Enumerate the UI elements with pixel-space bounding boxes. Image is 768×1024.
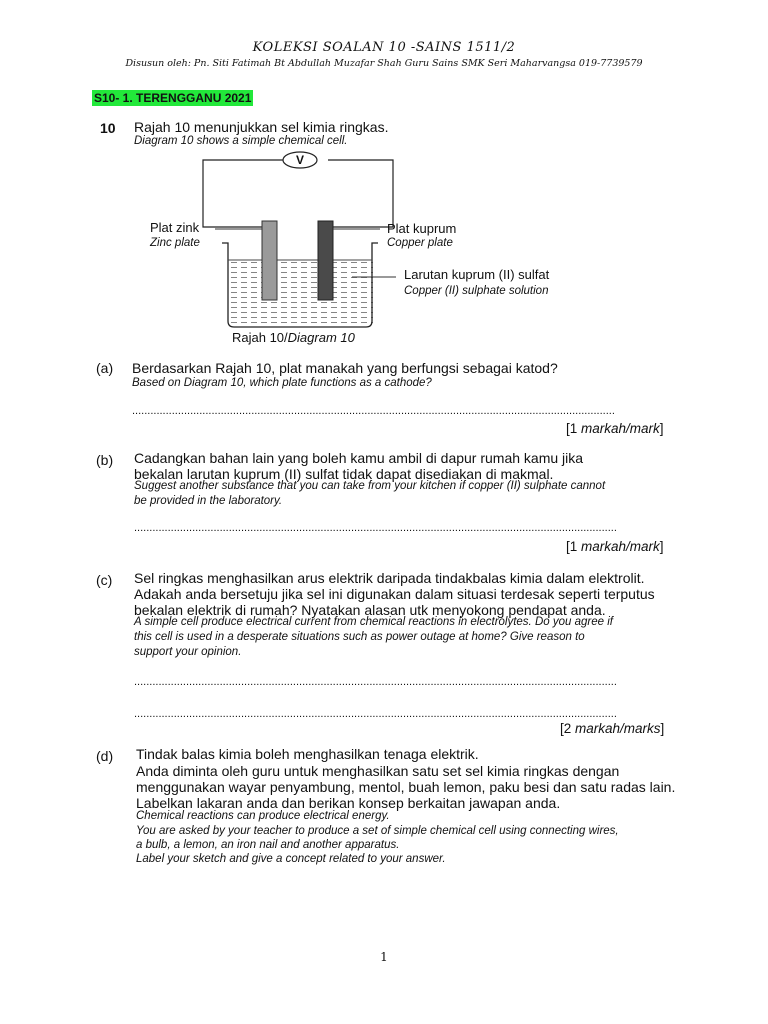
part-a-label: (a) <box>96 360 114 376</box>
part-b-ms-1: Cadangkan bahan lain yang boleh kamu ambil di dapur rumah kamu jika <box>134 450 584 466</box>
intro-ms: Rajah 10 menunjukkan sel kimia ringkas. <box>134 119 389 135</box>
part-c-marks: [2 markah/marks] <box>560 721 665 736</box>
part-d-ms-1: Tindak balas kimia boleh menghasilkan tenaga elektrik. <box>136 746 479 762</box>
page-number: 1 <box>380 950 388 964</box>
part-c-ms-1: Sel ringkas menghasilkan arus elektrik daripada tindakbalas kimia dalam elektrolit. <box>134 570 645 586</box>
electrolyte-solution <box>228 260 373 325</box>
zinc-plate <box>262 221 277 300</box>
wire-circuit <box>203 160 393 227</box>
part-c-ms-3: bekalan elektrik di rumah? Nyatakan alasan utk menyokong pendapat anda. <box>134 602 606 618</box>
part-b-ms-2: bekalan larutan kuprum (II) sulfat tidak dapat disediakan di makmal. <box>134 466 554 482</box>
collection-title: KOLEKSI SOALAN 10 -SAINS 1511/2 <box>252 40 516 55</box>
part-a-en: Based on Diagram 10, which plate functions as a cathode? <box>132 377 432 389</box>
part-d-ms-4: Labelkan lakaran anda dan berikan konsep berkaitan jawapan anda. <box>136 795 561 811</box>
part-d-ms-2: Anda diminta oleh guru untuk menghasilkan satu set sel kimia ringkas dengan <box>136 763 620 779</box>
author-line: Disusun oleh: Pn. Siti Fatimah Bt Abdullah Muzafar Shah Guru Sains SMK Seri Maharvangsa 019-7739579 <box>125 58 643 69</box>
part-b-en-1: Suggest another substance that you can take from your kitchen if copper (II) sulphate cannot <box>134 480 606 492</box>
part-a-ms: Berdasarkan Rajah 10, plat manakah yang berfungsi sebagai katod? <box>132 360 558 376</box>
caption-en: Diagram 10 <box>287 330 355 345</box>
part-d-en-2: You are asked by your teacher to produce a set of simple chemical cell using connecting wires, <box>136 825 619 837</box>
part-b-en-2: be provided in the laboratory. <box>134 495 283 507</box>
answer-line-a[interactable]: .............................................................................................................................................................. <box>132 405 615 417</box>
zinc-label-en: Zinc plate <box>150 237 200 249</box>
copper-label-ms: Plat kuprum <box>387 221 457 236</box>
copper-label-en: Copper plate <box>387 237 453 249</box>
part-c-en-3: support your opinion. <box>134 646 242 658</box>
part-b-marks: [1 markah/mark] <box>566 539 664 554</box>
diagram-caption <box>232 330 355 345</box>
part-a-marks: [1 markah/mark] <box>566 421 664 436</box>
part-d-en-3: a bulb, a lemon, an iron nail and another apparatus. <box>136 839 400 851</box>
part-c-label: (c) <box>96 572 113 588</box>
answer-line-b[interactable]: .............................................................................................................................................................. <box>134 522 617 534</box>
part-c-ms-2: Adakah anda bersetuju jika sel ini digunakan dalam situasi terdesak seperti terputus <box>134 586 655 602</box>
question-number: 10 <box>100 120 116 136</box>
intro-en: Diagram 10 shows a simple chemical cell. <box>134 135 348 147</box>
voltmeter-label: V <box>295 153 304 167</box>
solution-label-ms: Larutan kuprum (II) sulfat <box>404 267 550 282</box>
part-d-en-1: Chemical reactions can produce electrical energy. <box>136 810 390 822</box>
caption-ms: Rajah 10/ <box>232 330 288 345</box>
copper-plate <box>318 221 333 300</box>
part-b-label: (b) <box>96 452 114 468</box>
part-c-en-2: this cell is used in a desperate situations such as power outage at home? Give reason to <box>134 631 585 643</box>
section-tag: S10- 1. TERENGGANU 2021 <box>94 91 252 105</box>
chemical-cell-diagram <box>140 145 580 355</box>
answer-line-c-1[interactable]: .............................................................................................................................................................. <box>134 676 617 688</box>
part-d-ms-3: menggunakan wayar penyambung, mentol, buah lemon, paku besi dan satu radas lain. <box>136 779 676 795</box>
part-d-en-4: Label your sketch and give a concept related to your answer. <box>136 853 446 865</box>
part-c-en-1: A simple cell produce electrical current from chemical reactions in electrolytes. Do you agree if <box>134 616 613 628</box>
solution-label-en: Copper (II) sulphate solution <box>404 285 549 297</box>
part-d-label: (d) <box>96 748 114 764</box>
answer-line-c-2[interactable]: .............................................................................................................................................................. <box>134 708 617 720</box>
zinc-label-ms: Plat zink <box>150 220 200 235</box>
